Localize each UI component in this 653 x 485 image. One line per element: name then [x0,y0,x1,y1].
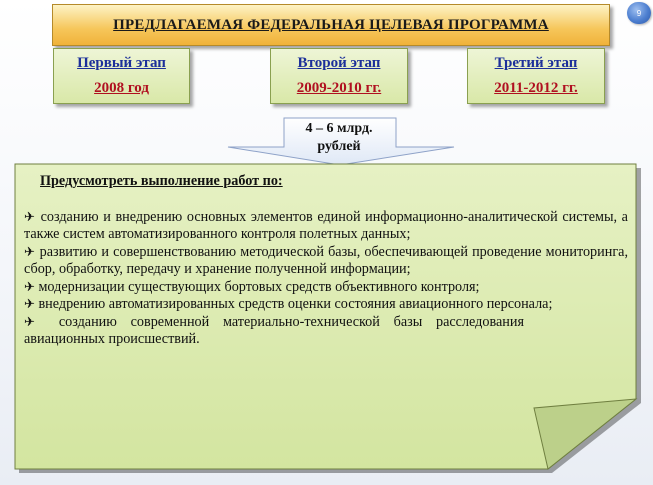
list-item: ✈ модернизации существующих бортовых средств объективного контроля; [24,278,480,295]
stage-3-years: 2011-2012 гг. [494,80,578,96]
airplane-icon: ✈ [24,297,35,312]
airplane-icon: ✈ [24,279,35,295]
airplane-icon: ✈ [24,314,46,330]
list-item: ✈ внедрению автоматизированных средств оценки состояния авиационного персонала; [24,296,553,312]
program-title: ПРЕДЛАГАЕМАЯ ФЕДЕРАЛЬНАЯ ЦЕЛЕВАЯ ПРОГРАММА [113,16,549,33]
list-item: ✈ развитию и совершенствованию методической базы, обеспечивающей проведение мониторинга, сбор, обработку, передачу и хранение полученной информации; [24,243,628,277]
airplane-icon: ✈ [24,209,36,225]
stage-1-box [53,48,190,104]
stage-2-name: Второй этап [297,55,381,71]
content-text [24,173,628,349]
content-heading: Предусмотреть выполнение работ по: [40,173,283,189]
program-title-box [52,4,610,46]
stage-3-box [467,48,605,104]
airplane-icon: ✈ [24,244,36,260]
funding-amount-line2: рублей [317,139,361,154]
stage-3-name: Третий этап [494,55,578,71]
slide-number-badge: 9 [627,2,651,24]
stage-2-years: 2009-2010 гг. [296,80,382,96]
list-item: ✈ созданию и внедрению основных элементов единой информационно-аналитической системы, а также систем автоматизированного контроля полетных данных; [24,208,628,242]
stage-1-years: 2008 год [94,80,149,96]
funding-amount-line1: 4 – 6 млрд. [305,121,373,136]
funding-amount [284,118,394,158]
list-item: ✈ созданию современной материально-технической базы расследования авиационных происшествий. [24,313,524,347]
stage-1-name: Первый этап [77,55,166,71]
page-curl [534,399,636,469]
stage-2-box [270,48,408,104]
